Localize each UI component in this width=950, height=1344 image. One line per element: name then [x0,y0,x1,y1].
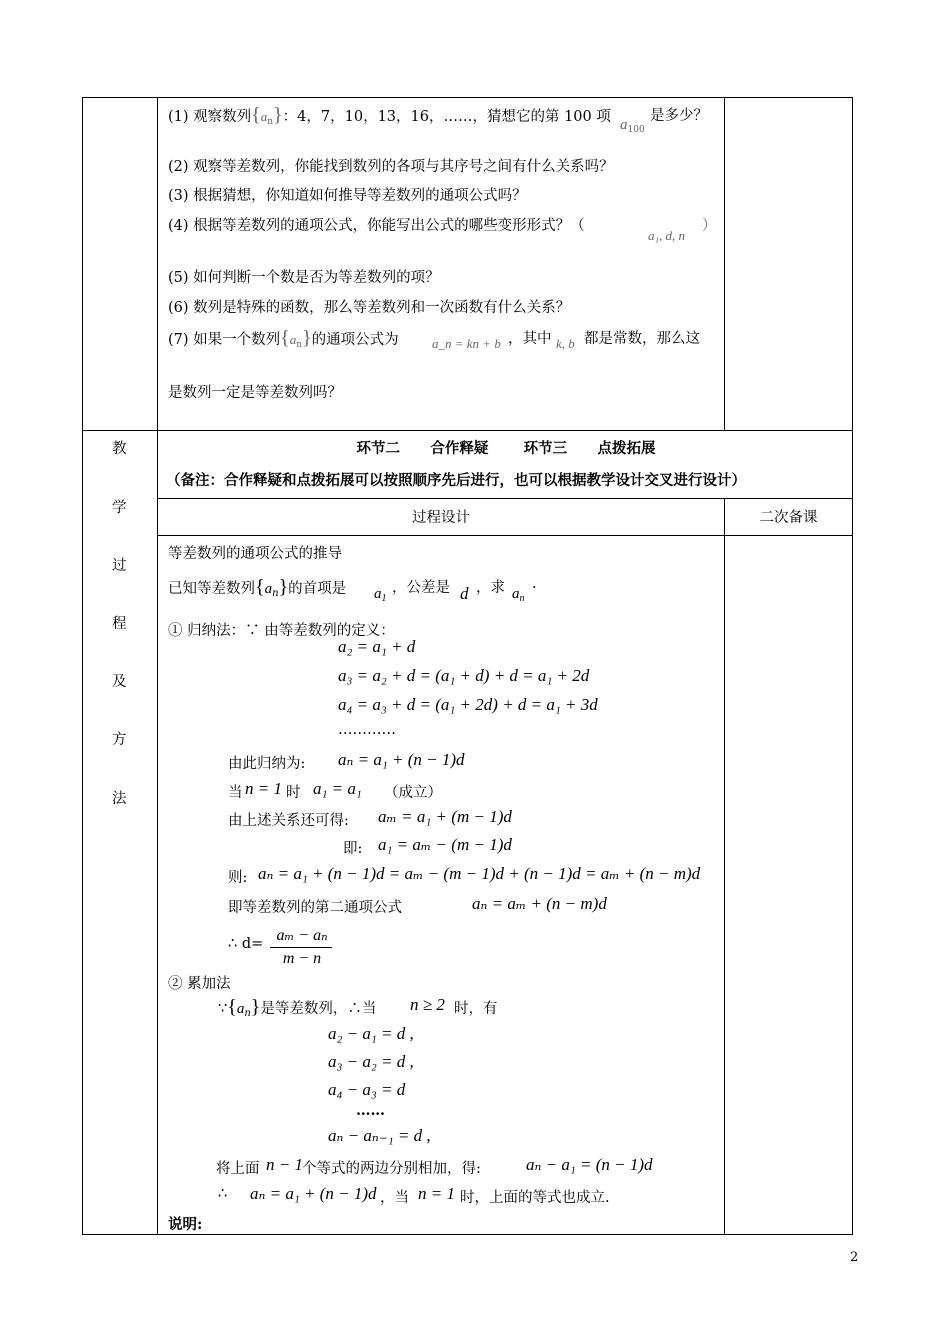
table-right-border [852,97,853,1235]
sum-dots: …… [356,1102,385,1119]
second-formula-label: 即等差数列的第二通项公式 [228,900,402,916]
question-4-close: ） [702,218,717,234]
second-formula-eq: aₙ = aₘ + (n − m)d [472,894,607,913]
because-line: $\because\{a_n\}$是等差数列，∴当 [218,996,377,1019]
then-eq: aₙ = a₁ + (n − 1)d = aₘ − (m − 1)d + (n − 1)d = aₘ + (n − m)d [258,864,701,883]
question-5: (5) 如何判断一个数是否为等差数列的项？ [168,270,440,286]
side-label-6: 方 [112,732,127,748]
row-divider-2 [157,498,853,499]
question-2: (2) 观察等差数列，你能找到数列的各项与其序号之间有什么关系吗？ [168,159,614,175]
question-7-cont: 是数列一定是等差数列吗？ [168,385,342,401]
side-label-3: 过 [112,558,127,574]
given-line: 已知等差数列$\{a_n\}$的首项是 [168,576,347,599]
ie-label: 即: [343,841,363,857]
table-left-border [82,97,83,1235]
question-4-vars: a₁, d, n [648,228,686,243]
sum-line-3: a₄ − a₃ = d [328,1080,406,1099]
given-diff: ，公差是 [392,580,450,596]
fraction-numerator: aₘ − aₙ [276,927,328,944]
when-holds: （成立） [384,785,442,801]
then-label: 则: [228,870,248,886]
side-label-7: 法 [112,791,127,807]
col-divider-2-top [724,97,725,431]
method-1-heading: ① 归纳法：∵ 由等差数列的定义： [168,623,395,639]
question-6: (6) 数列是特殊的函数，那么等差数列和一次函数有什么关系？ [168,300,571,316]
page-number: 2 [850,1250,859,1265]
question-7-end: 都是常数，那么这 [584,331,700,347]
final-therefore: ∴ [218,1186,228,1202]
when-line: 当 [228,785,243,801]
therefore-d: ∴ d= [228,936,264,952]
section-note: （备注：合作释疑和点拨拓展可以按照顺序先后进行，也可以根据教学设计交叉进行设计） [166,472,746,489]
sum-count: n − 1 [266,1155,303,1174]
question-1: (1) 观察数列$\{a_n\}$：4，7，10，13，16，……，猜想它的第 100 项 [168,104,611,127]
sum-line-1: a₂ − a₁ = d , [328,1024,414,1043]
because-end: 时，有 [454,1001,498,1017]
column-header-second: 二次备课 [759,510,818,526]
eq-line-3: a₄ = a₃ + d = (a₁ + 2d) + d = a₁ + 3d [338,695,598,714]
also-label: 由上述关系还可得: [228,813,349,829]
when-label: 时 [286,785,301,801]
col-divider-1 [157,97,158,1235]
eq-line-2: a₃ = a₂ + d = (a₁ + d) + d = a₁ + 2d [338,666,590,685]
question-7: (7) 如果一个数列$\{a_n\}$的通项公式为 [168,327,399,350]
sum-line-2: a₃ − a₂ = d , [328,1052,414,1071]
question-4: (4) 根据等差数列的通项公式，你能写出公式的哪些变形形式？（ [168,218,585,234]
induce-eq: aₙ = a₁ + (n − 1)d [338,750,465,769]
sum-line-4: aₙ − aₙ₋₁ = d , [328,1126,431,1145]
because-cond: n ≥ 2 [410,995,445,1014]
final-cond: n = 1 [418,1184,455,1203]
table-bottom-border [82,1234,853,1235]
given-d: d [460,584,469,603]
question-1-term: a100 [620,117,645,135]
section-heading: 环节二 合作释疑 环节三 点拨拓展 [356,440,656,457]
final-text: 时，上面的等式也成立. [460,1190,610,1206]
eq-dots-1: ………… [338,722,396,738]
given-a1: $a_1$ [374,586,387,604]
note-label: 说明: [168,1216,203,1233]
induce-label: 由此归纳为: [228,756,306,772]
side-label-1: 教 [112,441,127,457]
row-divider-1 [82,430,853,431]
side-label-2: 学 [112,500,127,516]
question-3: (3) 根据猜想，你知道如何推导等差数列的通项公式吗？ [168,188,527,204]
ie-eq: a₁ = aₘ − (m − 1)d [378,835,512,854]
final-when: ，当 [380,1190,409,1206]
question-1-suffix: 是多少？ [650,108,708,124]
fraction-denominator: m − n [282,950,322,967]
sum-text: 个等式的两边分别相加，得: [302,1161,481,1177]
row-divider-3 [157,535,853,536]
sum-result: aₙ − a₁ = (n − 1)d [526,1155,653,1174]
table-top-border [82,97,853,98]
question-7-mid: ，其中 [508,331,552,347]
method-2-heading: ② 累加法 [168,976,231,992]
eq-line-1: a₂ = a₁ + d [338,637,416,656]
when-eq: a₁ = a₁ [313,779,362,798]
given-an: $a_n$ [512,586,525,604]
derivation-title: 等差数列的通项公式的推导 [168,546,342,562]
sum-label: 将上面 [216,1161,260,1177]
given-end: . [532,576,537,592]
question-7-formula: a_n = kn + b [432,336,501,351]
side-label-4: 程 [112,616,127,632]
when-cond: n = 1 [245,779,282,798]
question-7-vars: k, b [556,336,575,351]
side-label-5: 及 [112,674,127,690]
final-eq: aₙ = a₁ + (n − 1)d [250,1184,377,1203]
given-find: ，求 [476,580,505,596]
column-header-process: 过程设计 [412,510,470,526]
fraction-bar [270,947,332,948]
col-divider-2-bottom [724,498,725,1235]
also-eq: aₘ = a₁ + (m − 1)d [378,807,512,826]
